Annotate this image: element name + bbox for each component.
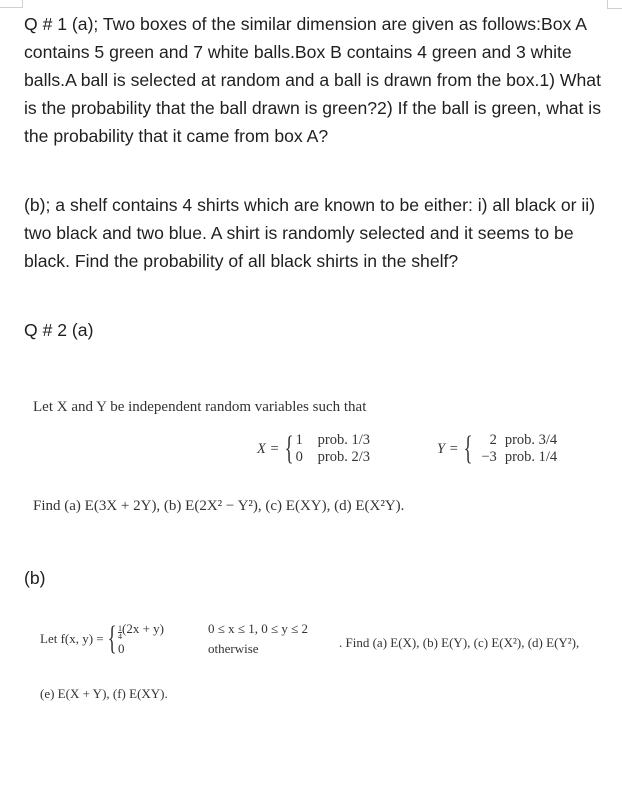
density-case-row: $\frac{1}{4}$ (2x + y) 0 ≤ x ≤ 1, 0 ≤ y ≤ 2 bbox=[117, 621, 309, 641]
page-corner-mark-right bbox=[607, 0, 622, 9]
joint-density-definition bbox=[40, 620, 308, 657]
q2a-intro: Let X and Y be independent random variables such that bbox=[33, 399, 367, 415]
y-distribution bbox=[437, 432, 557, 466]
question-1b-text: (b); a shelf contains 4 shirts which are known to be either: i) all black or ii) two black and two blue. A shirt is randomly selected and it seems to be black. Find the probability of all black shirts in the shelf? bbox=[24, 195, 596, 271]
question-2b-heading: (b) bbox=[24, 568, 46, 588]
density-case-row: 0 otherwise bbox=[117, 641, 259, 656]
x-distribution bbox=[257, 432, 370, 466]
page-corner-mark-left bbox=[0, 0, 23, 8]
x-label: X = bbox=[257, 440, 280, 457]
q2b-find-line-1: . Find (a) E(X), (b) E(Y), (c) E(X²), (d) E(Y²), bbox=[339, 635, 580, 650]
q2b-find-line-2: (e) E(X + Y), (f) E(XY). bbox=[40, 686, 168, 701]
fraction: $\frac{1}{4}$ bbox=[117, 624, 122, 641]
q2a-find: Find (a) E(3X + 2Y), (b) E(2X² − Y²), (c) E(XY), (d) E(X²Y). bbox=[33, 498, 405, 514]
question-2a-heading: Q # 2 (a) bbox=[24, 320, 94, 340]
x-case-row: 1 prob. 1/3 bbox=[295, 432, 370, 448]
y-label: Y = bbox=[437, 440, 459, 457]
density-label: Let f(x, y) = bbox=[40, 630, 104, 646]
left-brace-icon: { bbox=[284, 430, 294, 467]
question-1a-text: Q # 1 (a); Two boxes of the similar dimension are given as follows:Box A contains 5 green and 7 white balls.Box B contains 4 green and 3 white balls.A ball is selected at random and a ball is drawn from the box.1) What is the probability that the ball drawn is green?2) If the ball is green, what is the probability that it came from box A? bbox=[24, 14, 602, 146]
x-case-row: 0 prob. 2/3 bbox=[295, 449, 370, 465]
left-brace-icon: { bbox=[107, 619, 117, 657]
y-case-row: 2 prob. 3/4 bbox=[489, 432, 558, 448]
left-brace-icon: { bbox=[464, 430, 474, 467]
y-case-row: −3 prob. 1/4 bbox=[481, 449, 558, 465]
